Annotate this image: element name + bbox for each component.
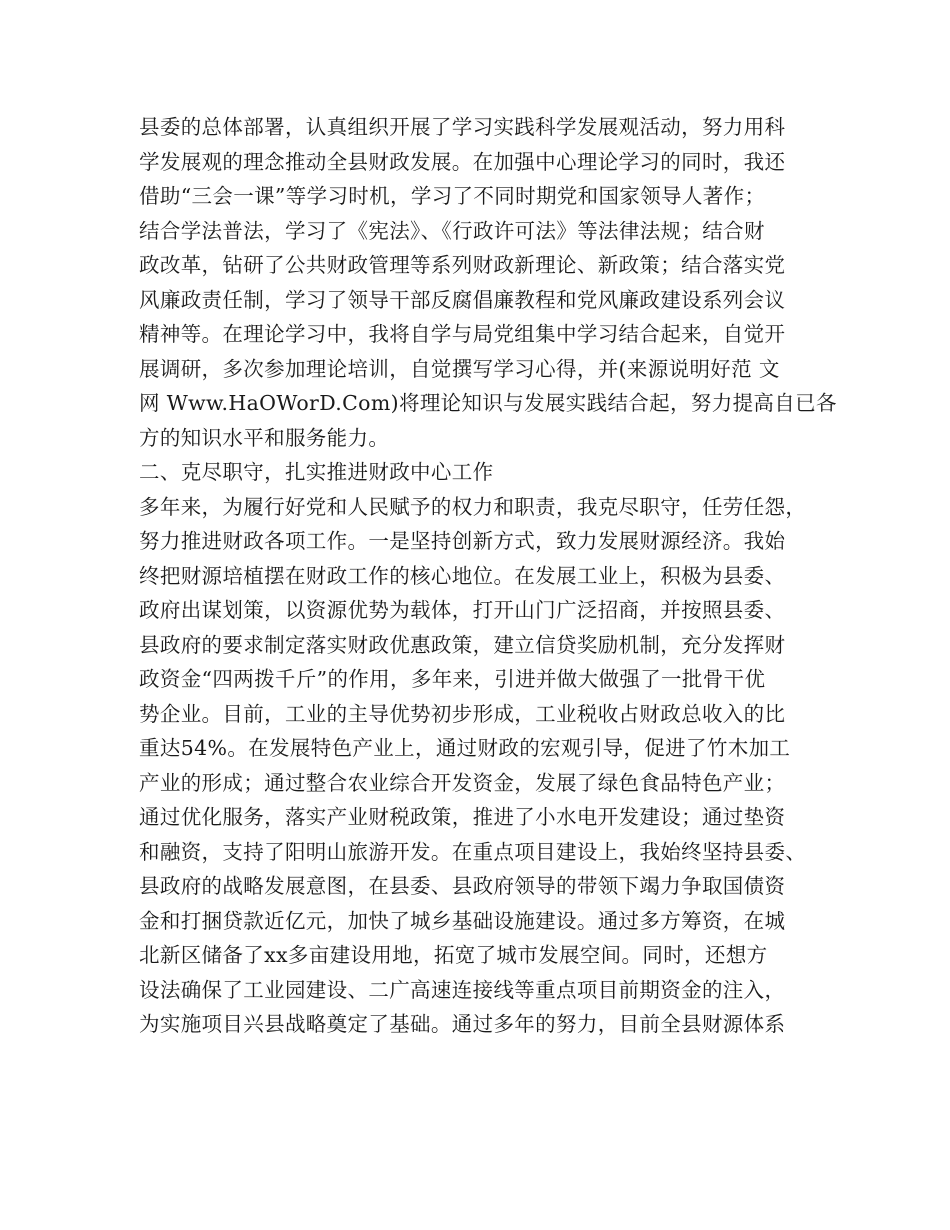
- text-line: 精神等。在理论学习中，我将自学与局党组集中学习结合起来，自觉开: [139, 322, 786, 346]
- text-line: 风廉政责任制，学习了领导干部反腐倡廉教程和党风廉政建设系列会议: [139, 287, 786, 312]
- text-line: 努力推进财政各项工作。一是坚持创新方式，致力发展财源经济。我始: [139, 529, 786, 553]
- text-line: 结合学法普法，学习了《宪法》、《行政许可法》等法律法规；结合财: [139, 218, 765, 243]
- text-line: 网 Www.HaOWorD.Com)将理论知识与发展实践结合起，努力提高自已各: [139, 391, 837, 415]
- text-line: 学发展观的理念推动全县财政发展。在加强中心理论学习的同时，我还: [139, 149, 786, 174]
- section-heading: 二、克尽职守，扎实推进财政中心工作: [139, 460, 494, 484]
- text-line: 重达54%。在发展特色产业上，通过财政的宏观引导，促进了竹木加工: [139, 736, 791, 760]
- text-line: 政资金“四两拨千斤”的作用，多年来，引进并做大做强了一批骨干优: [139, 667, 766, 691]
- text-line: 终把财源培植摆在财政工作的核心地位。在发展工业上，积极为县委、: [139, 563, 786, 588]
- text-line: 通过优化服务，落实产业财税政策，推进了小水电开发建设；通过垫资: [139, 805, 786, 829]
- text-line: 县政府的要求制定落实财政优惠政策，建立信贷奖励机制，充分发挥财: [139, 632, 786, 657]
- text-line: 县委的总体部署，认真组织开展了学习实践科学发展观活动，努力用科: [139, 115, 786, 139]
- text-line: 为实施项目兴县战略奠定了基础。通过多年的努力，目前全县财源体系: [139, 1012, 786, 1036]
- text-line: 产业的形成；通过整合农业综合开发资金，发展了绿色食品特色产业；: [139, 770, 786, 795]
- text-line: 设法确保了工业园建设、二广高速连接线等重点项目前期资金的注入，: [139, 977, 786, 1002]
- text-line: 北新区储备了xx多亩建设用地，拓宽了城市发展空间。同时，还想方: [139, 943, 768, 967]
- text-line: 政府出谋划策，以资源优势为载体，打开山门广泛招商，并按照县委、: [139, 598, 786, 622]
- text-line: 方的知识水平和服务能力。: [139, 425, 390, 450]
- text-line: 展调研，多次参加理论培训，自觉撰写学习心得，并(来源说明好范 文: [139, 356, 780, 381]
- text-line: 政改革，钻研了公共财政管理等系列财政新理论、新政策；结合落实党: [139, 253, 786, 277]
- text-line: 县政府的战略发展意图，在县委、县政府领导的带领下竭力争取国债资: [139, 874, 786, 898]
- text-line: 金和打捆贷款近亿元，加快了城乡基础设施建设。通过多方筹资，在城: [139, 908, 786, 933]
- text-line: 借助“三会一课”等学习时机，学习了不同时期党和国家领导人著作；: [139, 184, 766, 208]
- text-line: 和融资，支持了阳明山旅游开发。在重点项目建设上，我始终坚持县委、: [139, 839, 807, 864]
- document-body: [139, 110, 837, 1042]
- text-line: 势企业。目前，工业的主导优势初步形成，工业税收占财政总收入的比: [139, 701, 786, 726]
- text-line: 多年来，为履行好党和人民赋予的权力和职责，我克尽职守，任劳任怨，: [139, 494, 807, 519]
